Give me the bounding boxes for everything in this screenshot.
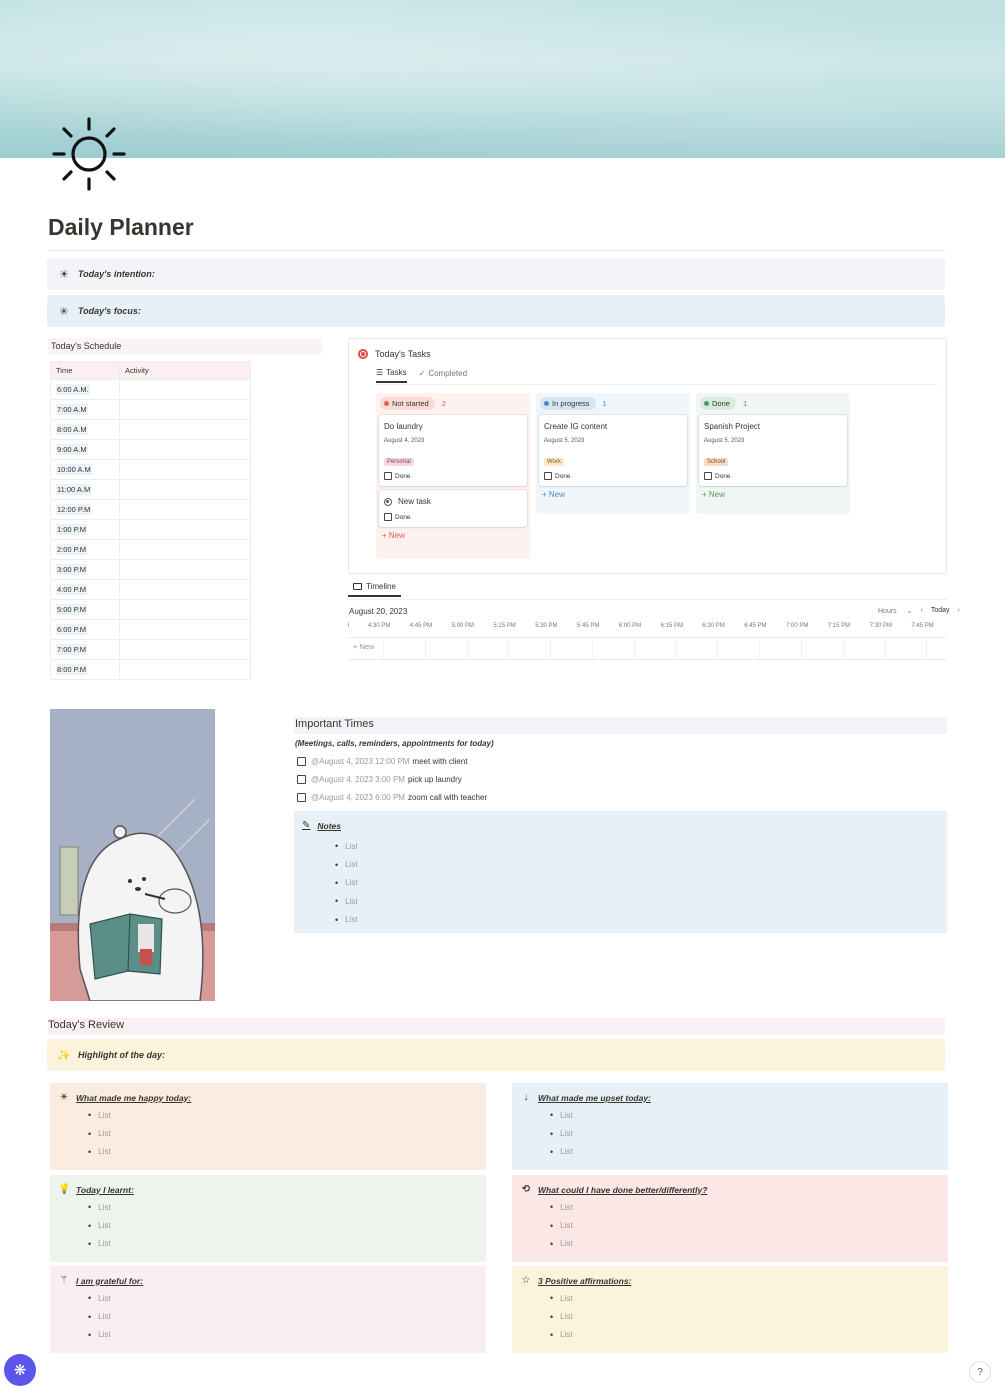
hour-label: 5:30 PM (535, 623, 558, 629)
time-cell[interactable] (51, 440, 120, 460)
todo-item (297, 757, 468, 766)
time-cell[interactable] (51, 600, 120, 620)
plus-icon: + (353, 642, 360, 651)
grid-line (759, 638, 760, 659)
focus-callout[interactable] (47, 295, 945, 327)
status-badge[interactable] (380, 397, 435, 410)
table-row (51, 520, 251, 540)
timeline-hours (348, 623, 947, 635)
new-task-button[interactable] (699, 490, 847, 499)
column-header-activity[interactable]: Activity (120, 362, 251, 380)
todo-checkbox[interactable] (297, 757, 306, 766)
tasks-title-text: Today's Tasks (375, 349, 431, 359)
checkbox-label: Done (395, 513, 411, 521)
time-value: 2:00 P.M (57, 545, 87, 554)
affirmations-callout[interactable] (512, 1266, 948, 1353)
activity-cell[interactable] (120, 460, 251, 480)
task-card[interactable] (379, 490, 527, 527)
scale-label: Hours (878, 608, 897, 615)
grid-line (885, 638, 886, 659)
time-cell[interactable] (51, 400, 120, 420)
time-value: 6:00 A.M. (57, 385, 89, 394)
table-row (51, 540, 251, 560)
list-item[interactable]: • List (335, 892, 939, 910)
better-title: What could I have done better/differently? (538, 1184, 708, 1195)
grid-line (676, 638, 677, 659)
intention-label: Today's intention: (78, 269, 155, 279)
list-item[interactable]: • List (550, 1143, 940, 1161)
time-value: 5:00 P.M (57, 605, 87, 614)
page-title[interactable]: Daily Planner (48, 214, 194, 240)
done-checkbox[interactable] (384, 513, 392, 521)
column-count: 1 (602, 399, 607, 408)
todo-item (297, 775, 462, 784)
timeline-controls (862, 607, 960, 615)
activity-cell[interactable] (120, 580, 251, 600)
board-column-in-progress (536, 393, 690, 514)
schedule-heading[interactable]: Today's Schedule (48, 338, 322, 354)
grid-line (634, 638, 635, 659)
time-value: 12:00 P.M (57, 505, 91, 514)
board-column-done (696, 393, 850, 514)
grid-line (592, 638, 593, 659)
new-label: New (548, 490, 565, 499)
grid-line (926, 638, 927, 659)
activity-cell[interactable] (120, 400, 251, 420)
list-item[interactable]: • List (88, 1289, 478, 1307)
table-row (51, 620, 251, 640)
status-label: In progress (552, 399, 590, 408)
edit-icon: ✎ (302, 820, 311, 831)
hour-label: 6:30 PM (702, 623, 725, 629)
grid-line (843, 638, 844, 659)
hour-label: l (348, 623, 350, 629)
hour-label: 6:00 PM (618, 623, 642, 629)
plus-icon: + (542, 490, 549, 499)
todo-text[interactable]: pick up laundry (407, 775, 462, 784)
list-item[interactable]: • List (88, 1106, 478, 1124)
tab-tasks[interactable] (376, 368, 407, 383)
plus-icon: + (702, 490, 709, 499)
grateful-callout[interactable] (50, 1266, 486, 1353)
tab-timeline-label: Timeline (366, 582, 396, 591)
list-item[interactable]: • List (335, 855, 939, 873)
time-cell[interactable] (51, 620, 120, 640)
list-item[interactable]: • List (550, 1216, 940, 1234)
table-row (51, 380, 251, 400)
list-item[interactable]: • List (335, 911, 939, 929)
table-row (51, 640, 251, 660)
time-value: 11:00 A.M (57, 485, 91, 494)
sun-icon: ☀ (59, 268, 69, 281)
list-item[interactable]: • List (335, 837, 939, 855)
activity-cell[interactable] (120, 480, 251, 500)
sparkles-icon: ✨ (57, 1049, 71, 1062)
date-mention[interactable]: @August 4, 2023 6:00 PM (311, 793, 405, 802)
sparkle-icon: ❋ (13, 1362, 27, 1379)
checkbox-label: Done (715, 472, 731, 480)
time-value: 9:00 A.M (57, 445, 87, 454)
done-checkbox[interactable] (704, 472, 712, 480)
todo-checkbox[interactable] (297, 775, 306, 784)
time-cell[interactable] (51, 420, 120, 440)
new-label: New (708, 490, 725, 499)
affirmations-list (520, 1289, 940, 1344)
card-date: August 5, 2023 (704, 438, 745, 444)
card-title: New task (398, 497, 431, 506)
activity-cell[interactable] (120, 640, 251, 660)
list-item[interactable]: • List (550, 1124, 940, 1142)
status-label: Done (712, 399, 730, 408)
time-value: 8:00 P.M (57, 665, 87, 674)
timeline-grid[interactable] (348, 637, 947, 660)
tasks-title[interactable] (358, 349, 431, 359)
focus-label: Today's focus: (78, 306, 141, 316)
task-card[interactable] (699, 415, 847, 486)
upset-list (520, 1106, 940, 1161)
target-icon (384, 498, 392, 506)
table-row (51, 440, 251, 460)
table-row (51, 560, 251, 580)
activity-cell[interactable] (120, 560, 251, 580)
happy-title: What made me happy today: (76, 1092, 192, 1103)
time-cell[interactable] (51, 540, 120, 560)
grateful-list (58, 1289, 478, 1344)
activity-cell[interactable] (120, 520, 251, 540)
upset-callout[interactable] (512, 1083, 948, 1170)
repeat-icon: ⟲ (521, 1184, 531, 1195)
hour-label: 7:30 PM (869, 623, 892, 629)
list-item[interactable]: • List (88, 1143, 478, 1161)
important-times-subtitle: (Meetings, calls, reminders, appointments for today) (295, 739, 494, 748)
asterisk-icon: ✳ (59, 305, 69, 318)
list-item[interactable]: • List (550, 1289, 940, 1307)
done-checkbox[interactable] (384, 472, 392, 480)
list-item[interactable]: • List (88, 1235, 478, 1253)
hour-label: 7:00 PM (786, 623, 809, 629)
list-item[interactable]: • List (88, 1198, 478, 1216)
tabs-divider (376, 384, 937, 385)
hour-label: 5:45 PM (577, 623, 600, 629)
new-label: New (359, 642, 375, 651)
column-count: 1 (742, 399, 748, 408)
list-item[interactable]: • List (550, 1326, 940, 1344)
time-value: 4:00 P.M (57, 585, 87, 594)
time-value: 6:00 P.M (57, 625, 87, 634)
table-row (51, 580, 251, 600)
done-checkbox[interactable] (544, 472, 552, 480)
ai-assistant-button[interactable] (4, 1354, 36, 1386)
chevron-left-icon[interactable]: ‹ (920, 607, 923, 614)
activity-cell[interactable] (120, 600, 251, 620)
cover-image (0, 0, 1005, 158)
chevron-right-icon[interactable]: › (957, 607, 960, 614)
grid-line (467, 638, 468, 659)
grid-line (717, 638, 718, 659)
happy-list (58, 1106, 478, 1161)
review-heading[interactable]: Today's Review (48, 1018, 945, 1035)
time-cell[interactable] (51, 500, 120, 520)
new-task-button[interactable] (379, 531, 527, 540)
timeline-new-button[interactable] (353, 642, 374, 651)
activity-cell[interactable] (120, 620, 251, 640)
sun-icon[interactable] (50, 115, 128, 193)
plus-icon: + (382, 531, 389, 540)
help-button[interactable]: ? (969, 1361, 991, 1383)
grateful-title: I am grateful for: (76, 1275, 144, 1286)
grid-line (801, 638, 802, 659)
card-title: Create IG content (544, 422, 608, 431)
table-row (51, 460, 251, 480)
hour-label: 7:45 PM (911, 623, 934, 629)
tab-completed-label: Completed (428, 369, 468, 378)
list-item[interactable]: • List (88, 1307, 478, 1325)
table-row (51, 660, 251, 680)
activity-cell[interactable] (120, 440, 251, 460)
list-item[interactable]: • List (88, 1124, 478, 1142)
notes-callout[interactable] (294, 811, 947, 933)
hour-label: 6:45 PM (744, 623, 767, 629)
scale-select[interactable] (870, 607, 913, 615)
learnt-callout[interactable] (50, 1175, 486, 1262)
tab-completed[interactable] (419, 368, 467, 383)
list-item[interactable]: • List (550, 1106, 940, 1124)
todo-checkbox[interactable] (297, 793, 306, 802)
list-item[interactable]: • List (88, 1216, 478, 1234)
schedule-table (50, 361, 251, 680)
grid-line (550, 638, 551, 659)
task-card[interactable] (379, 415, 527, 486)
hour-label: 7:15 PM (827, 623, 851, 629)
activity-cell[interactable] (120, 420, 251, 440)
time-cell[interactable] (51, 460, 120, 480)
sun-icon: ☀ (59, 1092, 69, 1103)
grid-line (508, 638, 509, 659)
better-list (520, 1198, 940, 1253)
date-mention[interactable]: @August 4, 2023 3:00 PM (311, 775, 405, 784)
status-badge[interactable] (540, 397, 596, 410)
card-date: August 4, 2023 (384, 438, 425, 444)
arrow-down-icon: ↓ (523, 1092, 529, 1103)
card-title: Do laundry (384, 422, 423, 431)
list-item[interactable]: • List (550, 1235, 940, 1253)
time-value: 7:00 A.M (57, 405, 87, 414)
happy-callout[interactable] (50, 1083, 486, 1170)
card-tag: School (704, 458, 728, 466)
activity-cell[interactable] (120, 500, 251, 520)
highlight-label: Highlight of the day: (78, 1050, 165, 1060)
notes-title: Notes (317, 820, 342, 831)
affirmations-title: 3 Positive affirmations: (538, 1275, 632, 1286)
star-icon: ☆ (521, 1275, 531, 1286)
todo-item (297, 793, 487, 802)
table-row (51, 400, 251, 420)
list-item[interactable]: • List (88, 1326, 478, 1344)
task-card[interactable] (539, 415, 687, 486)
list-item[interactable]: • List (550, 1198, 940, 1216)
timeline-divider (348, 599, 947, 600)
time-cell[interactable] (51, 520, 120, 540)
tasks-tabs (376, 368, 479, 383)
timeline-date: August 20, 2023 (349, 607, 408, 616)
checkbox-label: Done (395, 472, 411, 480)
hour-label: 5:15 PM (493, 623, 516, 629)
hour-label: 6:15 PM (660, 623, 683, 629)
magic-wand-icon: ⚚ (59, 1275, 69, 1286)
board-column-not-started (376, 393, 530, 559)
hour-label: 4:45 PM (409, 623, 433, 629)
time-value: 8:00 A.M (57, 425, 87, 434)
time-value: 7:00 P.M (57, 645, 87, 654)
grid-line (383, 638, 384, 659)
check-icon: ✓ (418, 369, 426, 378)
date-mention[interactable]: @August 4, 2023 12:00 PM (311, 757, 410, 766)
table-row (51, 420, 251, 440)
card-title: Spanish Project (704, 422, 761, 431)
card-date: August 5, 2023 (544, 438, 585, 444)
new-task-button[interactable] (539, 490, 687, 499)
time-value: 3:00 P.M (57, 565, 87, 574)
time-cell[interactable] (51, 640, 120, 660)
list-icon: ☰ (376, 368, 384, 377)
hour-label: 5:00 PM (451, 623, 474, 629)
hour-label: 4:30 PM (368, 623, 391, 629)
target-icon (358, 349, 368, 359)
chevron-down-icon: ⌄ (906, 608, 913, 615)
column-header-time[interactable]: Time (51, 362, 120, 380)
lightbulb-icon: 💡 (58, 1184, 71, 1195)
card-tag: Work (544, 458, 564, 466)
activity-cell[interactable] (120, 540, 251, 560)
list-item[interactable]: • List (550, 1307, 940, 1325)
time-cell[interactable] (51, 380, 120, 400)
tab-timeline[interactable] (348, 582, 401, 597)
grid-line (425, 638, 426, 659)
time-value: 10:00 A.M (57, 465, 91, 474)
time-cell[interactable] (51, 580, 120, 600)
table-row (51, 600, 251, 620)
status-label: Not started (392, 399, 429, 408)
checkbox-label: Done (555, 472, 571, 480)
table-row (51, 480, 251, 500)
timeline-icon (353, 583, 362, 590)
intention-callout[interactable] (47, 258, 945, 290)
todo-text[interactable]: zoom call with teacher (407, 793, 488, 802)
new-label: New (388, 531, 405, 540)
learnt-title: Today I learnt: (76, 1184, 134, 1195)
better-callout[interactable] (512, 1175, 948, 1262)
column-count: 2 (441, 399, 446, 408)
bear-reading-illustration (50, 709, 215, 1001)
todo-text[interactable]: meet with client (412, 757, 468, 766)
upset-title: What made me upset today: (538, 1092, 651, 1103)
notes-list (302, 837, 939, 929)
list-item[interactable]: • List (335, 874, 939, 892)
card-tag: Personal (384, 458, 414, 466)
time-cell[interactable] (51, 480, 120, 500)
today-button[interactable]: Today (930, 607, 950, 614)
time-cell[interactable] (51, 560, 120, 580)
status-badge[interactable] (700, 397, 736, 410)
time-cell[interactable] (51, 660, 120, 680)
activity-cell[interactable] (120, 380, 251, 400)
tab-tasks-label: Tasks (386, 368, 407, 377)
activity-cell[interactable] (120, 660, 251, 680)
table-row (51, 500, 251, 520)
divider (48, 250, 945, 251)
time-value: 1:00 P.M (57, 525, 87, 534)
highlight-callout[interactable] (47, 1039, 945, 1071)
learnt-list (58, 1198, 478, 1253)
important-times-heading[interactable]: Important Times (294, 717, 947, 734)
